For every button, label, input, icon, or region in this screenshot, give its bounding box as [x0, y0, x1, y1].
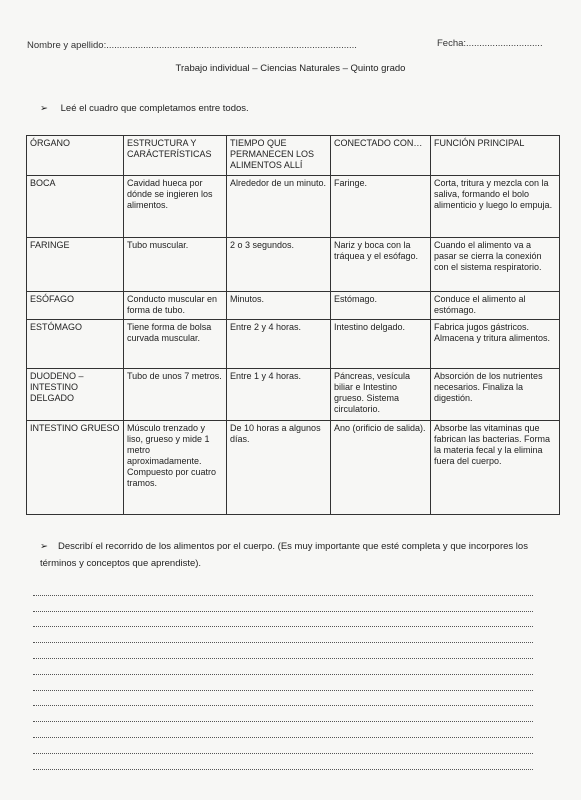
table-cell: Cavidad hueca por dónde se ingieren los alimentos. — [124, 176, 227, 238]
answer-line[interactable] — [33, 627, 533, 643]
digestive-system-table — [26, 135, 560, 515]
answer-line[interactable] — [33, 722, 533, 738]
answer-line[interactable] — [33, 659, 533, 675]
table-cell: Alrededor de un minuto. — [227, 176, 331, 238]
table-cell: BOCA — [27, 176, 124, 238]
table-row — [27, 421, 560, 515]
answer-line[interactable] — [33, 675, 533, 691]
header-organ: ÓRGANO — [27, 136, 124, 176]
table-cell: Tubo de unos 7 metros. — [124, 369, 227, 421]
answer-line[interactable] — [33, 612, 533, 628]
table-cell: Absorbe las vitaminas que fabrican las bacterias. Forma la materia fecal y la elimina fuera del cuerpo. — [431, 421, 560, 515]
answer-line[interactable] — [33, 643, 533, 659]
header-time: TIEMPO QUE PERMANECEN LOS ALIMENTOS ALLÍ — [227, 136, 331, 176]
table-cell: Tubo muscular. — [124, 238, 227, 292]
table-cell: Ano (orificio de salida). — [331, 421, 431, 515]
table-cell: Conduce el alimento al estómago. — [431, 292, 560, 320]
table-row — [27, 176, 560, 238]
date-field-label: Fecha:............................. — [437, 38, 543, 49]
table-row — [27, 292, 560, 320]
table-cell: Corta, tritura y mezcla con la saliva, formando el bolo alimenticio y luego lo empuja. — [431, 176, 560, 238]
instruction-text: Describí el recorrido de los alimentos por el cuerpo. (Es muy importante que esté completa y que incorpores los términos y conceptos que aprendiste). — [40, 541, 528, 569]
table-cell: 2 o 3 segundos. — [227, 238, 331, 292]
table-cell: Estómago. — [331, 292, 431, 320]
table-header-row — [27, 136, 560, 176]
table-row — [27, 238, 560, 292]
table-cell: Músculo trenzado y liso, grueso y mide 1 metro aproximadamente. Compuesto por cuatro tramos. — [124, 421, 227, 515]
table-cell: Entre 2 y 4 horas. — [227, 320, 331, 369]
header-function: FUNCIÓN PRINCIPAL — [431, 136, 560, 176]
table-cell: Absorción de los nutrientes necesarios. Finaliza la digestión. — [431, 369, 560, 421]
answer-line[interactable] — [33, 596, 533, 612]
table-cell: Minutos. — [227, 292, 331, 320]
table-cell: FARINGE — [27, 238, 124, 292]
answer-line[interactable] — [33, 754, 533, 770]
table-cell: Entre 1 y 4 horas. — [227, 369, 331, 421]
table-cell: INTESTINO GRUESO — [27, 421, 124, 515]
header-connected: CONECTADO CON… — [331, 136, 431, 176]
answer-area[interactable] — [33, 580, 533, 770]
arrow-bullet-icon: ➢ — [40, 103, 48, 114]
answer-line[interactable] — [33, 738, 533, 754]
instruction-describe — [40, 538, 540, 572]
answer-line[interactable] — [33, 691, 533, 707]
table-cell: Páncreas, vesícula biliar e Intestino grueso. Sistema circulatorio. — [331, 369, 431, 421]
table-cell: Tiene forma de bolsa curvada muscular. — [124, 320, 227, 369]
table-row — [27, 320, 560, 369]
table-cell: ESTÓMAGO — [27, 320, 124, 369]
header-structure: ESTRUCTURA Y CARÁCTERÍSTICAS — [124, 136, 227, 176]
table-cell: Conducto muscular en forma de tubo. — [124, 292, 227, 320]
table-cell: Faringe. — [331, 176, 431, 238]
table-row — [27, 369, 560, 421]
table-cell: DUODENO – INTESTINO DELGADO — [27, 369, 124, 421]
instruction-read-table — [40, 103, 249, 114]
answer-line[interactable] — [33, 706, 533, 722]
page-title: Trabajo individual – Ciencias Naturales – Quinto grado — [175, 63, 406, 74]
table-cell: De 10 horas a algunos días. — [227, 421, 331, 515]
table-cell: Intestino delgado. — [331, 320, 431, 369]
table-cell: Fabrica jugos gástricos. Almacena y tritura alimentos. — [431, 320, 560, 369]
answer-line[interactable] — [33, 580, 533, 596]
table-cell: Cuando el alimento va a pasar se cierra la conexión con el sistema respiratorio. — [431, 238, 560, 292]
instruction-text: Leé el cuadro que completamos entre todos. — [60, 103, 249, 114]
table-cell: Nariz y boca con la tráquea y el esófago. — [331, 238, 431, 292]
name-field-label: Nombre y apellido:............................................................................................... — [27, 40, 357, 51]
table-cell: ESÓFAGO — [27, 292, 124, 320]
arrow-bullet-icon: ➢ — [40, 541, 48, 552]
